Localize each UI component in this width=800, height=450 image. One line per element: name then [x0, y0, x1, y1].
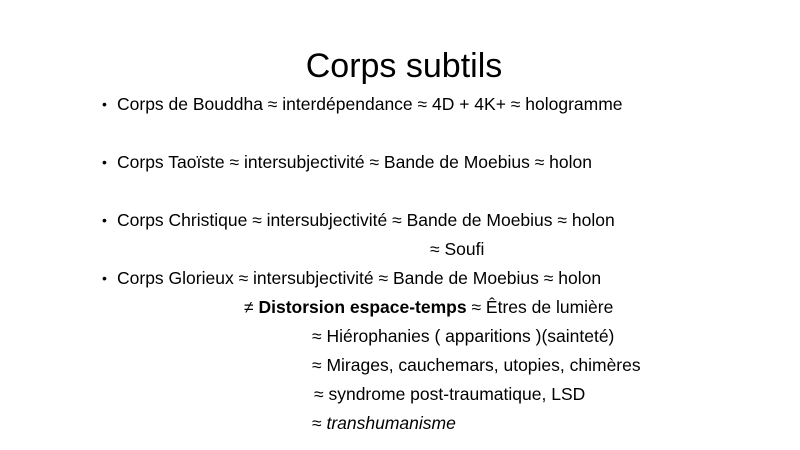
sub-line-transhumanisme	[312, 412, 456, 434]
distorsion-suffix: ≈ Êtres de lumière	[466, 297, 614, 317]
trans-prefix: ≈	[312, 413, 327, 433]
bullet-corps-christique: Corps Christique ≈ intersubjectivité ≈ Bande de Moebius ≈ holon	[117, 210, 615, 230]
slide-title: Corps subtils	[305, 47, 503, 85]
bullet-marker: •	[102, 270, 107, 286]
distorsion-bold-text: Distorsion espace-temps	[258, 297, 467, 317]
sub-line-hierophanies: ≈ Hiérophanies ( apparitions )(sainteté)	[312, 326, 615, 346]
bullet-marker: •	[102, 154, 107, 170]
bullet-corps-bouddha: Corps de Bouddha ≈ interdépendance ≈ 4D + 4K+ ≈ hologramme	[117, 94, 623, 114]
sub-line-distorsion	[244, 296, 613, 318]
bullet-marker: •	[102, 96, 107, 112]
bullet-marker: •	[102, 212, 107, 228]
bullet-corps-taoiste: Corps Taoïste ≈ intersubjectivité ≈ Bande de Moebius ≈ holon	[117, 152, 593, 172]
trans-italic-text: transhumanisme	[326, 413, 456, 433]
sub-line-mirages: ≈ Mirages, cauchemars, utopies, chimères	[312, 355, 641, 375]
distorsion-prefix: ≠	[244, 297, 259, 317]
bullet-corps-glorieux: Corps Glorieux ≈ intersubjectivité ≈ Bande de Moebius ≈ holon	[117, 268, 602, 288]
sub-line-syndrome: ≈ syndrome post-traumatique, LSD	[314, 384, 586, 404]
continuation-soufi: ≈ Soufi	[430, 239, 485, 259]
